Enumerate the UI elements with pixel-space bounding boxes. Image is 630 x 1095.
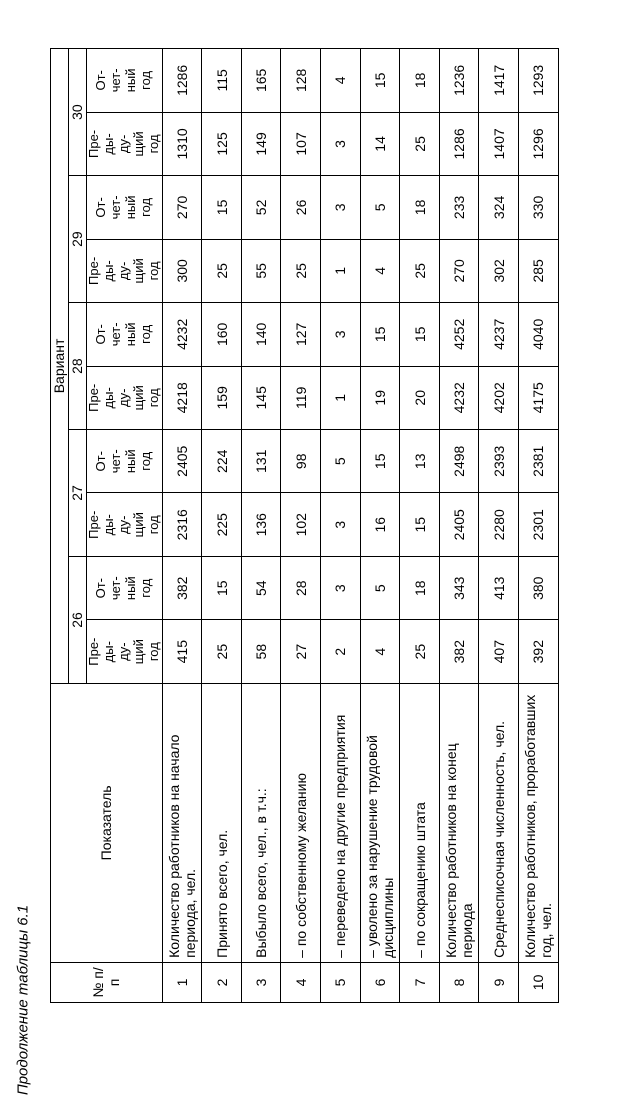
row-value: 302 bbox=[479, 239, 519, 302]
row-value: 1310 bbox=[162, 112, 202, 175]
header-indicator: Показатель bbox=[51, 683, 163, 962]
row-value: 1407 bbox=[479, 112, 519, 175]
header-variant-27: 27 bbox=[69, 430, 87, 557]
row-value: 15 bbox=[400, 493, 440, 556]
row-value: 165 bbox=[241, 49, 281, 113]
row-value: 4 bbox=[360, 620, 400, 683]
row-value: 382 bbox=[162, 556, 202, 619]
row-value: 25 bbox=[400, 112, 440, 175]
header-variant-28: 28 bbox=[69, 303, 87, 430]
header-row-variant bbox=[51, 49, 69, 1003]
row-number: 7 bbox=[400, 962, 440, 1002]
table-caption: Продолжение таблицы 6.1 bbox=[14, 904, 32, 1095]
row-value: 5 bbox=[360, 176, 400, 239]
row-value: 4218 bbox=[162, 366, 202, 429]
row-value: 1293 bbox=[519, 49, 559, 113]
table-header bbox=[51, 49, 163, 1003]
table-row bbox=[519, 49, 559, 1003]
table-row bbox=[400, 49, 440, 1003]
row-indicator: Среднесписочная численность, чел. bbox=[479, 683, 519, 962]
table-row bbox=[281, 49, 321, 1003]
row-value: 4 bbox=[321, 49, 361, 113]
row-value: 3 bbox=[321, 112, 361, 175]
row-value: 285 bbox=[519, 239, 559, 302]
row-indicator: Количество работников на начало периода, чел. bbox=[162, 683, 202, 962]
row-value: 15 bbox=[202, 176, 242, 239]
row-value: 1286 bbox=[162, 49, 202, 113]
row-indicator: – по сокращению штата bbox=[400, 683, 440, 962]
table-row bbox=[241, 49, 281, 1003]
row-value: 1417 bbox=[479, 49, 519, 113]
row-indicator: – переведено на другие предприятия bbox=[321, 683, 361, 962]
table-row bbox=[360, 49, 400, 1003]
row-value: 4237 bbox=[479, 303, 519, 366]
row-value: 2498 bbox=[439, 430, 479, 493]
row-value: 25 bbox=[202, 620, 242, 683]
row-value: 1296 bbox=[519, 112, 559, 175]
row-value: 3 bbox=[321, 176, 361, 239]
row-value: 3 bbox=[321, 493, 361, 556]
row-value: 1236 bbox=[439, 49, 479, 113]
row-value: 2301 bbox=[519, 493, 559, 556]
row-value: 270 bbox=[439, 239, 479, 302]
row-value: 2381 bbox=[519, 430, 559, 493]
row-indicator: Количество работников на конец периода bbox=[439, 683, 479, 962]
row-value: 149 bbox=[241, 112, 281, 175]
row-value: 14 bbox=[360, 112, 400, 175]
row-value: 136 bbox=[241, 493, 281, 556]
row-value: 15 bbox=[360, 430, 400, 493]
row-value: 330 bbox=[519, 176, 559, 239]
row-value: 2280 bbox=[479, 493, 519, 556]
row-value: 145 bbox=[241, 366, 281, 429]
row-value: 26 bbox=[281, 176, 321, 239]
row-value: 1286 bbox=[439, 112, 479, 175]
row-value: 407 bbox=[479, 620, 519, 683]
row-number: 6 bbox=[360, 962, 400, 1002]
table-row bbox=[162, 49, 202, 1003]
row-value: 3 bbox=[321, 556, 361, 619]
row-value: 25 bbox=[281, 239, 321, 302]
header-variant-29: 29 bbox=[69, 176, 87, 303]
row-value: 4232 bbox=[439, 366, 479, 429]
row-value: 4040 bbox=[519, 303, 559, 366]
row-value: 20 bbox=[400, 366, 440, 429]
row-value: 2405 bbox=[439, 493, 479, 556]
header-variant: Вариант bbox=[51, 49, 69, 684]
row-value: 233 bbox=[439, 176, 479, 239]
row-value: 19 bbox=[360, 366, 400, 429]
row-value: 392 bbox=[519, 620, 559, 683]
table-row bbox=[479, 49, 519, 1003]
row-value: 2 bbox=[321, 620, 361, 683]
row-value: 58 bbox=[241, 620, 281, 683]
row-value: 15 bbox=[400, 303, 440, 366]
row-value: 128 bbox=[281, 49, 321, 113]
header-prev-year: Пре- ды- ду- щий год bbox=[87, 620, 163, 683]
row-value: 131 bbox=[241, 430, 281, 493]
header-variant-30: 30 bbox=[69, 49, 87, 176]
row-value: 25 bbox=[202, 239, 242, 302]
header-report-year: От- чет- ный год bbox=[87, 556, 163, 619]
row-value: 119 bbox=[281, 366, 321, 429]
row-value: 2316 bbox=[162, 493, 202, 556]
row-value: 15 bbox=[360, 303, 400, 366]
row-indicator: – уволено за нарушение трудовой дисциплины bbox=[360, 683, 400, 962]
row-value: 3 bbox=[321, 303, 361, 366]
row-value: 25 bbox=[400, 239, 440, 302]
row-value: 127 bbox=[281, 303, 321, 366]
header-report-year: От- чет- ный год bbox=[87, 49, 163, 113]
caption-area bbox=[0, 0, 46, 1095]
row-value: 225 bbox=[202, 493, 242, 556]
row-value: 4252 bbox=[439, 303, 479, 366]
row-value: 25 bbox=[400, 620, 440, 683]
row-value: 159 bbox=[202, 366, 242, 429]
row-value: 5 bbox=[321, 430, 361, 493]
row-value: 4202 bbox=[479, 366, 519, 429]
row-value: 15 bbox=[360, 49, 400, 113]
row-value: 27 bbox=[281, 620, 321, 683]
row-value: 115 bbox=[202, 49, 242, 113]
row-value: 382 bbox=[439, 620, 479, 683]
row-value: 102 bbox=[281, 493, 321, 556]
row-value: 55 bbox=[241, 239, 281, 302]
row-value: 4232 bbox=[162, 303, 202, 366]
row-number: 10 bbox=[519, 962, 559, 1002]
row-value: 270 bbox=[162, 176, 202, 239]
row-number: 9 bbox=[479, 962, 519, 1002]
row-value: 160 bbox=[202, 303, 242, 366]
row-value: 415 bbox=[162, 620, 202, 683]
row-value: 2393 bbox=[479, 430, 519, 493]
row-value: 140 bbox=[241, 303, 281, 366]
row-indicator: Выбыло всего, чел., в т.ч.: bbox=[241, 683, 281, 962]
table-container bbox=[50, 48, 555, 1003]
row-number: 2 bbox=[202, 962, 242, 1002]
row-value: 413 bbox=[479, 556, 519, 619]
header-report-year: От- чет- ный год bbox=[87, 430, 163, 493]
row-value: 4175 bbox=[519, 366, 559, 429]
row-value: 54 bbox=[241, 556, 281, 619]
row-value: 4 bbox=[360, 239, 400, 302]
row-value: 98 bbox=[281, 430, 321, 493]
table-row bbox=[439, 49, 479, 1003]
header-prev-year: Пре- ды- ду- щий год bbox=[87, 493, 163, 556]
row-value: 1 bbox=[321, 239, 361, 302]
header-report-year: От- чет- ный год bbox=[87, 303, 163, 366]
row-value: 5 bbox=[360, 556, 400, 619]
row-value: 16 bbox=[360, 493, 400, 556]
row-value: 15 bbox=[202, 556, 242, 619]
row-indicator: – по собственному желанию bbox=[281, 683, 321, 962]
row-value: 300 bbox=[162, 239, 202, 302]
row-value: 125 bbox=[202, 112, 242, 175]
header-prev-year: Пре- ды- ду- щий год bbox=[87, 366, 163, 429]
row-number: 4 bbox=[281, 962, 321, 1002]
row-number: 8 bbox=[439, 962, 479, 1002]
row-value: 107 bbox=[281, 112, 321, 175]
row-value: 224 bbox=[202, 430, 242, 493]
data-table bbox=[50, 48, 559, 1003]
row-value: 28 bbox=[281, 556, 321, 619]
row-value: 2405 bbox=[162, 430, 202, 493]
table-row bbox=[202, 49, 242, 1003]
header-variant-26: 26 bbox=[69, 556, 87, 683]
row-value: 18 bbox=[400, 556, 440, 619]
row-number: 1 bbox=[162, 962, 202, 1002]
row-value: 13 bbox=[400, 430, 440, 493]
header-prev-year: Пре- ды- ду- щий год bbox=[87, 239, 163, 302]
row-value: 18 bbox=[400, 176, 440, 239]
header-report-year: От- чет- ный год bbox=[87, 176, 163, 239]
header-prev-year: Пре- ды- ду- щий год bbox=[87, 112, 163, 175]
row-value: 18 bbox=[400, 49, 440, 113]
table-body bbox=[162, 49, 558, 1003]
row-indicator: Принято всего, чел. bbox=[202, 683, 242, 962]
row-value: 324 bbox=[479, 176, 519, 239]
header-num: № п/п bbox=[51, 962, 163, 1002]
row-value: 380 bbox=[519, 556, 559, 619]
table-row bbox=[321, 49, 361, 1003]
row-value: 1 bbox=[321, 366, 361, 429]
row-value: 343 bbox=[439, 556, 479, 619]
row-number: 5 bbox=[321, 962, 361, 1002]
row-indicator: Количество работников, проработавших год, чел. bbox=[519, 683, 559, 962]
row-number: 3 bbox=[241, 962, 281, 1002]
row-value: 52 bbox=[241, 176, 281, 239]
